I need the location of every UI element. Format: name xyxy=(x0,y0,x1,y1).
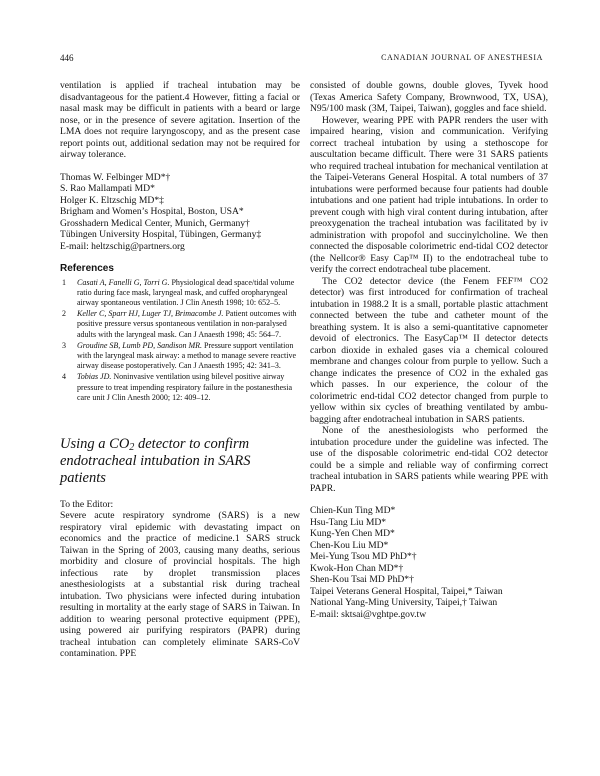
reference-authors: Keller C, Sparr HJ, Luger TJ, Brimacombe J. xyxy=(77,309,224,319)
signature-line: Shen-Kou Tsai MD PhD*† xyxy=(310,574,414,585)
letter-title-start: Using a CO xyxy=(60,435,130,452)
letter-title xyxy=(60,436,300,487)
body-paragraph-2: However, wearing PPE with PAPR renders the user with impaired hearing, vision and communication. Verifying correct tracheal intubation by using a stethoscope for auscultation became difficult. There were 31 SARS patients who required tracheal intubation for mechanical ventilation at the Taipei-Veterans General Hospital. A total numbers of 37 intubations were performed because four patients had double intubations and one patient had triple intubations. In order to prevent cough with high viral content during intubation, after preoxygenation the tracheal intubation was facilitated by iv administration with propofol and succinylcholine. We then connected the disposable colorimetric end-tidal CO2 detector (the Nellcor® Easy Cap™ II) to the endotracheal tube to verify the correct endotracheal tube placement. xyxy=(310,114,548,275)
reference-text: Physiological dead space/tidal volume ratio during face mask, laryngeal mask, and cuffed oropharyngeal airway spontaneous ventilation. J Clin Anesth 1998; 10: 652–5. xyxy=(77,277,295,307)
reference-text: Pressure support ventilation with the laryngeal mask airway: a method to manage severe reactive airway disease postoperatively. Can J Anaesth 1995; 42: 341–3. xyxy=(77,340,297,371)
letter-title-end: detector to confirm endotracheal intubation in SARS patients xyxy=(60,435,251,486)
reference-list xyxy=(60,278,300,403)
signature-line: Holger K. Eltzschig MD*‡ xyxy=(60,194,164,206)
reference-number: 2 xyxy=(62,309,66,319)
body-paragraph-4: None of the anesthesiologists who performed the intubation procedure under the guideline was infected. The use of the disposable colorimetric end-tidal CO2 detector could be a simple and reliable way of confirming correct tracheal intubation in SARS patients while wearing PPE with PAPR. xyxy=(310,425,548,494)
body-paragraph-1: consisted of double gowns, double gloves, Tyvek hood (Texas America Safety Company, Brownwood, TX, USA), N95/100 mask (3M, Taipei, Taiwan), goggles and face shield. xyxy=(310,80,548,114)
email-line: E-mail: heltzschig@partners.org xyxy=(60,240,185,252)
author-signature-block xyxy=(310,505,548,620)
signature-line: Grosshadern Medical Center, Munich, Germany† xyxy=(60,217,250,229)
journal-name: CANADIAN JOURNAL OF ANESTHESIA xyxy=(381,53,543,62)
right-column xyxy=(310,80,548,620)
letter-body-paragraph: Severe acute respiratory syndrome (SARS) is a new respiratory viral epidemic with devastating impact on economics and the practice of medicine.1 SARS struck Taiwan in the Spring of 2003, causing many deaths, serious morbidity and closure of provincial hospitals. The high infectious rate by droplet transmission places anesthesiologists at a substantial risk during tracheal intubation. Two physicians were infected during intubation resulting in mortality at the early stage of SARS in Taiwan. In addition to wearing personal protective equipment (PPE), using powered air purifying respirators (PAPR) during tracheal intubation can completely eliminate SARS-CoV contamination. PPE xyxy=(60,510,300,660)
references-heading: References xyxy=(60,263,114,274)
intro-paragraph: ventilation is applied if tracheal intubation may be disadvantageous for the patient.4 However, fitting a facial or nasal mask may be difficult in patients with a beard or large nose, or in the presence of severe agitation. Insertion of the LMA does not require laryngoscopy, and as the present case report points out, additional sedation may not be required for airway tolerance. xyxy=(60,80,300,160)
signature-line: National Yang-Ming University, Taipei,† Taiwan xyxy=(310,597,498,608)
letter-title-subscript: 2 xyxy=(129,441,135,453)
running-header xyxy=(60,53,543,67)
left-column xyxy=(60,80,300,660)
reference-authors: Tobias JD. xyxy=(77,372,112,382)
email-line: E-mail: sktsai@vghtpe.gov.tw xyxy=(310,608,427,620)
signature-line: Chen-Kou Liu MD* xyxy=(310,539,389,551)
signature-line: Mei-Yung Tsou MD PhD*† xyxy=(310,551,417,562)
signature-line: Chien-Kun Ting MD* xyxy=(310,505,396,516)
reference-number: 1 xyxy=(62,277,66,287)
reference-authors: Groudine SB, Lumb PD, Sandison MR. xyxy=(77,340,203,350)
author-signature-block xyxy=(60,172,300,253)
reference-item xyxy=(60,309,300,340)
signature-line: Kwok-Hon Chan MD*† xyxy=(310,562,404,574)
signature-line: Thomas W. Felbinger MD*† xyxy=(60,171,171,183)
signature-line: Tübingen University Hospital, Tübingen, Germany‡ xyxy=(60,229,262,240)
reference-text: Noninvasive ventilation using bilevel positive airway pressure to treat impending respiratory failure in the postanesthesia care unit J Clin Anesth 2000; 12: 409–12. xyxy=(77,372,293,402)
reference-item xyxy=(60,372,300,403)
reference-number: 4 xyxy=(62,372,66,382)
reference-text: Patient outcomes with positive pressure versus spontaneous ventilation in non-paralysed adults with the laryngeal mask. Can J Anaesth 1998; 45: 564–7. xyxy=(77,309,297,339)
reference-item xyxy=(60,341,300,372)
reference-authors: Casati A, Fanelli G, Torri G. xyxy=(77,277,170,287)
reference-number: 3 xyxy=(62,340,66,350)
body-paragraph-3: The CO2 detector device (the Fenem FEF™ CO2 detector) was first introduced for confirmation of tracheal intubation in 1988.2 It is a small, portable plastic attachment connected between the tube and catheter mount of the breathing system. It is also a semi-quantitative capnometer devoid of electronics. The EasyCap™ II detector detects carbon dioxide in exhaled gases via a chemical coloured membrane and changes colour from purple to yellow. Such a change indicates the presence of CO2 in the exhaled gas which passes. In our experience, the colour of the colorimetric end-tidal CO2 detector changed from purple to yellow within six cycles of breathing ventilated by ambu-bagging after endotracheal intubation in SARS patients. xyxy=(310,275,548,425)
page-number: 446 xyxy=(60,53,74,63)
signature-line: Taipei Veterans General Hospital, Taipei,* Taiwan xyxy=(310,585,503,597)
salutation: To the Editor: xyxy=(60,498,114,510)
signature-line: Brigham and Women’s Hospital, Boston, USA* xyxy=(60,206,244,217)
signature-line: S. Rao Mallampati MD* xyxy=(60,183,155,194)
signature-line: Kung-Yen Chen MD* xyxy=(310,528,395,539)
reference-item xyxy=(60,278,300,309)
signature-line: Hsu-Tang Liu MD* xyxy=(310,516,387,528)
